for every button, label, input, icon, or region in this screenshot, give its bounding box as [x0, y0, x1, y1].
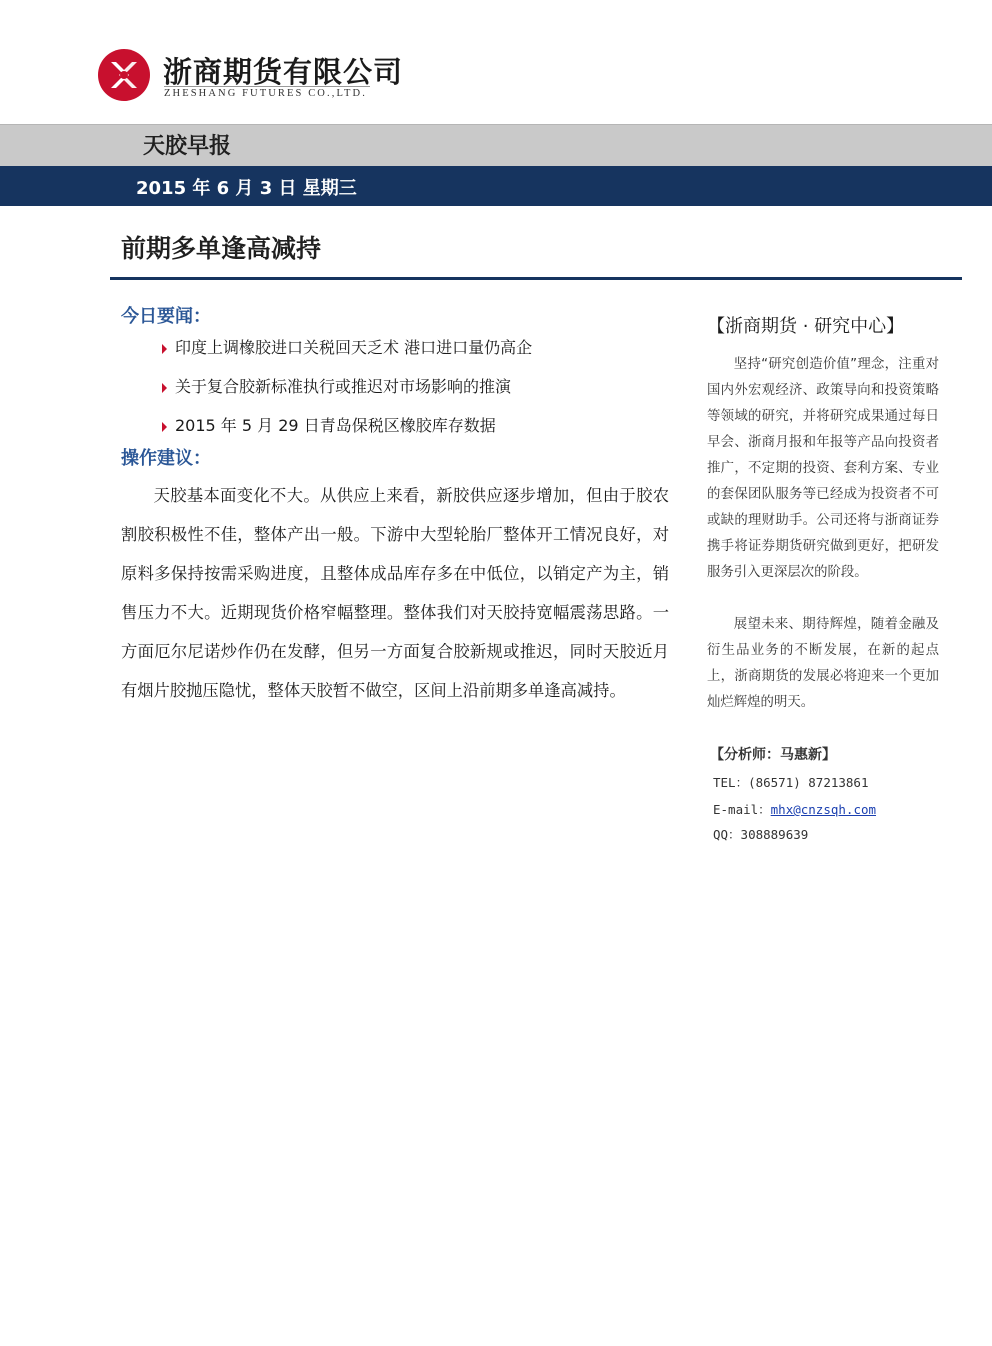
- bullet-triangle-icon: [162, 383, 167, 393]
- page-title: 前期多单逢高减持: [121, 234, 322, 263]
- company-logo-icon: [97, 48, 151, 102]
- bullet-triangle-icon: [162, 344, 167, 354]
- news-item-text: 2015 年 5 月 29 日青岛保税区橡胶库存数据: [175, 416, 496, 435]
- analyst-qq: QQ：308889639: [713, 827, 809, 842]
- advice-paragraph: 天胶基本面变化不大。从供应上来看，新胶供应逐步增加，但由于胶农割胶积极性不佳，整体产出一般。下游中大型轮胎厂整体开工情况良好，对原料多保持按需采购进度，且整体成品库存多在中低位，以销定产为主，销售压力不大。近期现货价格窄幅整理。整体我们对天胶持宽幅震荡思路。一方面厄尔尼诺炒作仍在发酵，但另一方面复合胶新规或推迟，同时天胶近月有烟片胶抛压隐忧，整体天胶暂不做空，区间上沿前期多单逢高减持。: [121, 486, 669, 700]
- company-name-cn: 浙商期货有限公司: [163, 55, 404, 89]
- sidebar-intro-paragraph: 坚持“研究创造价值”理念，注重对国内外宏观经济、政策导向和投资策略等领域的研究，并将研究成果通过每日早会、浙商月报和年报等产品向投资者推广，不定期的投资、套利方案、专业的套保团队服务等已经成为投资者不可或缺的理财助手。公司还将与浙商证券携手将证券期货研究做到更好，把研发服务引入更深层次的阶段。: [707, 357, 939, 580]
- analyst-tel: TEL：(86571) 87213861: [713, 775, 869, 790]
- sidebar-outlook-paragraph: 展望未来、期待辉煌，随着金融及衍生品业务的不断发展，在新的起点上，浙商期货的发展必将迎来一个更加灿烂辉煌的明天。: [707, 617, 939, 710]
- bullet-triangle-icon: [162, 422, 167, 432]
- news-item: [162, 374, 511, 397]
- advice-heading: 操作建议：: [121, 448, 211, 469]
- email-label: E-mail：: [713, 802, 771, 817]
- email-link[interactable]: mhx@cnzsqh.com: [770, 802, 877, 817]
- analyst-heading: 【分析师：马惠新】: [710, 747, 836, 763]
- news-item: [162, 335, 532, 358]
- news-item-text: 关于复合胶新标准执行或推迟对市场影响的推演: [175, 377, 512, 396]
- news-heading: 今日要闻：: [121, 306, 211, 327]
- company-name-en: ZHESHANG FUTURES CO.,LTD.: [164, 86, 370, 99]
- title-divider: [110, 277, 962, 280]
- analyst-email: [713, 800, 876, 818]
- news-item: [162, 413, 496, 436]
- sidebar-title: 【浙商期货 · 研究中心】: [707, 316, 905, 337]
- news-item-text: 印度上调橡胶进口关税回天乏术 港口进口量仍高企: [175, 338, 533, 357]
- report-name: 天胶早报: [143, 134, 232, 159]
- report-date: 2015 年 6 月 3 日 星期三: [136, 178, 357, 199]
